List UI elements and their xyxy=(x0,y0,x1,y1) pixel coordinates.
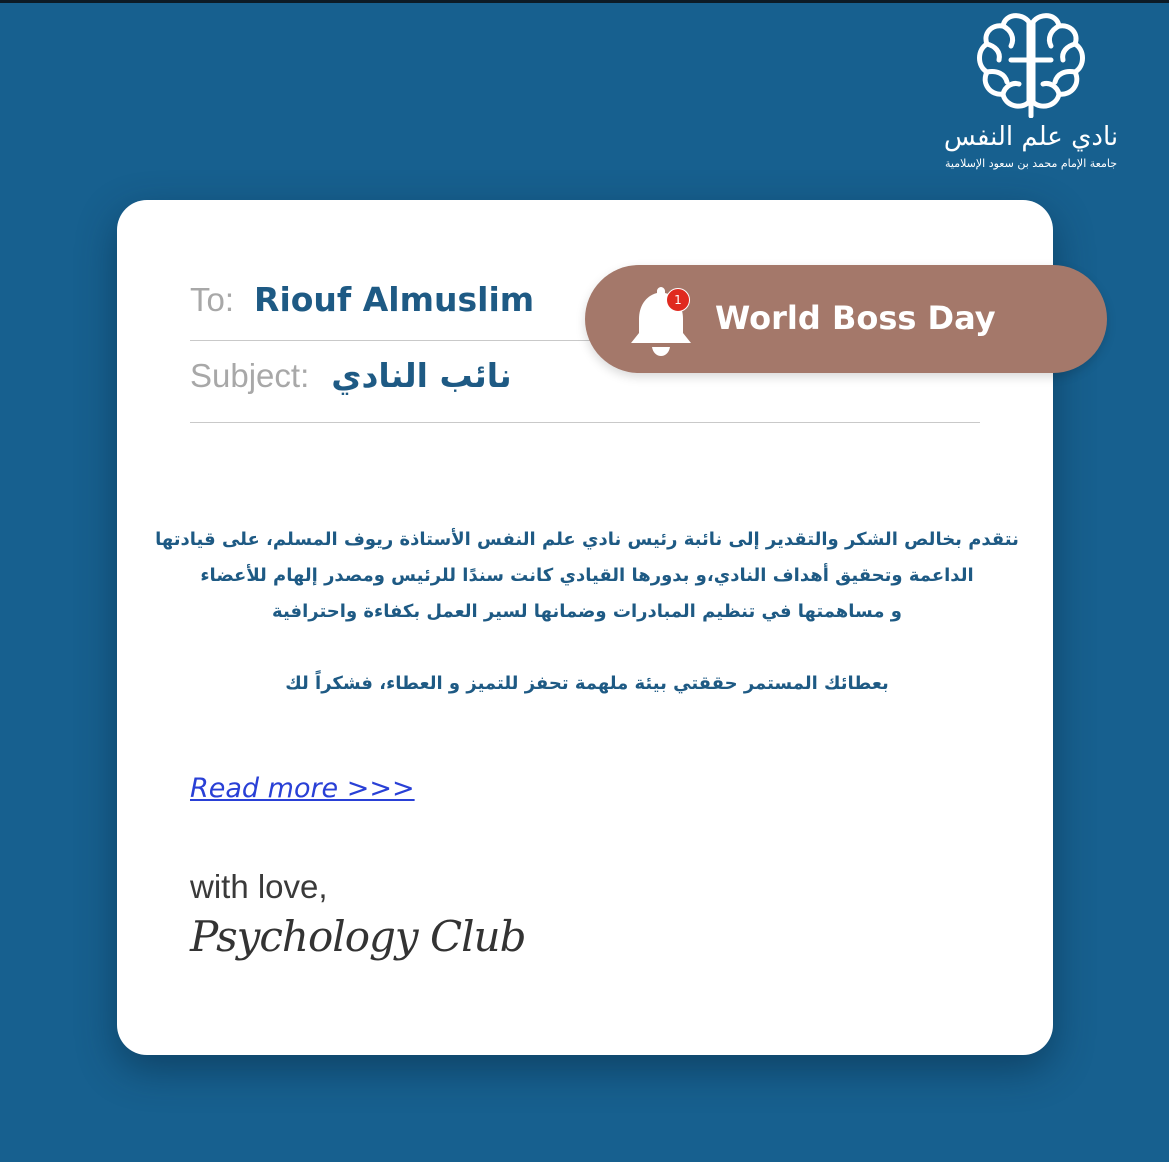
read-more-link[interactable]: Read more >>> xyxy=(190,773,415,804)
body-line: الداعمة وتحقيق أهداف النادي،و بدورها القيادي كانت سندًا للرئيس ومصدر إلهام للأعضاء xyxy=(200,565,974,586)
notification-badge: 1 xyxy=(666,288,690,312)
recipient-name: Riouf Almuslim xyxy=(254,280,535,319)
top-border xyxy=(0,0,1169,3)
notification-title: World Boss Day xyxy=(715,299,996,337)
body-line: و مساهمتها في تنظيم المبادرات وضمانها لسير العمل بكفاءة واحترافية xyxy=(272,601,902,622)
club-name: نادي علم النفس xyxy=(943,122,1119,152)
club-logo xyxy=(911,10,1151,172)
notification-pill[interactable] xyxy=(585,265,1107,373)
body-line: نتقدم بخالص الشكر والتقدير إلى نائبة رئيس نادي علم النفس الأستاذة ريوف المسلم، على قيادتها xyxy=(155,529,1019,550)
subject-label: Subject: xyxy=(190,357,310,394)
body-spacer xyxy=(137,630,1037,666)
signoff: with love, xyxy=(190,868,328,905)
to-divider xyxy=(190,340,610,341)
subject-value: نائب النادي xyxy=(331,356,512,395)
to-label: To: xyxy=(190,281,235,318)
subject-row xyxy=(190,356,512,395)
signature: Psychology Club xyxy=(190,912,526,961)
brain-icon xyxy=(975,10,1087,118)
email-body xyxy=(137,522,1037,702)
subject-divider xyxy=(190,422,980,423)
to-row xyxy=(190,280,534,319)
university-name: جامعة الإمام محمد بن سعود الإسلامية xyxy=(945,157,1117,170)
closing-line: بعطائك المستمر حققتي بيئة ملهمة تحفز للتميز و العطاء، فشكراً لك xyxy=(285,673,889,694)
